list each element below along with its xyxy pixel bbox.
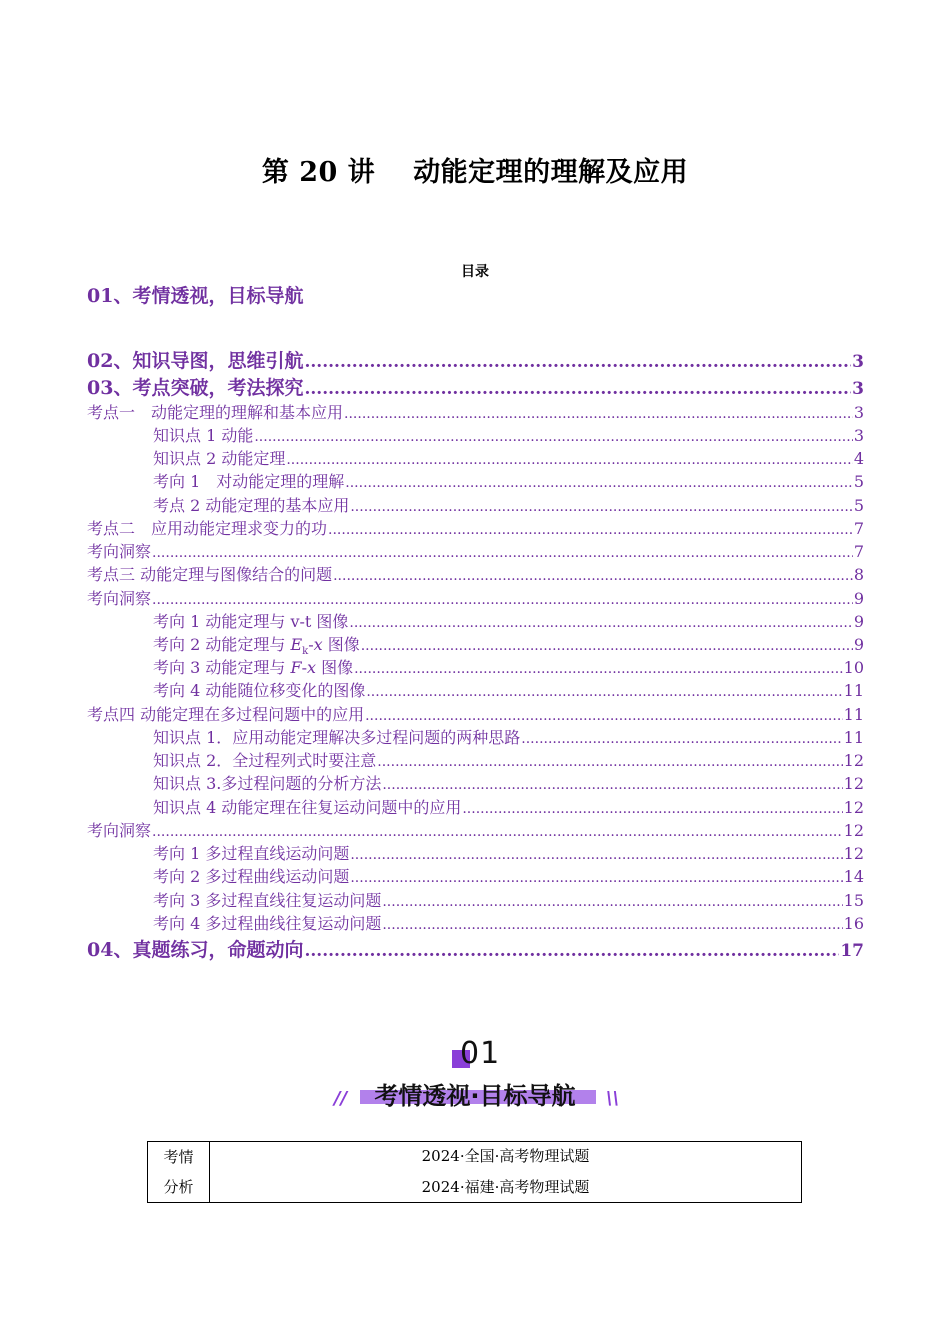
- analysis-table-header: [148, 1142, 210, 1202]
- toc-entry[interactable]: 03、考点突破，考法探究 ..... 3: [87, 373, 864, 400]
- analysis-table: [147, 1141, 802, 1203]
- toc-entry[interactable]: 考向洞察 ..... 9: [87, 586, 864, 609]
- toc-entry[interactable]: 考向 1 对动能定理的理解 ..... 5: [87, 469, 864, 492]
- toc-entry[interactable]: 02、知识导图，思维引航 ..... 3: [87, 346, 864, 373]
- toc-entry[interactable]: 考向 3 多过程直线往复运动问题 ..... 15: [87, 888, 864, 911]
- toc-entry[interactable]: 考点二 应用动能定理求变力的功 ..... 7: [87, 516, 864, 539]
- toc-entry[interactable]: 04、真题练习，命题动向 ..... 17: [87, 935, 864, 962]
- toc-entry[interactable]: 考向 1 动能定理与 v-t 图像 ..... 9: [87, 609, 864, 632]
- table-row: 2024·全国·高考物理试题: [421, 1147, 590, 1165]
- table-row: 2024·福建·高考物理试题: [421, 1178, 590, 1196]
- slash-right-decoration: \\: [606, 1088, 620, 1109]
- toc-entry[interactable]: 考向洞察 ..... 7: [87, 539, 864, 562]
- toc-entry[interactable]: 知识点 1 动能 ..... 3: [87, 423, 864, 446]
- slash-left-decoration: //: [334, 1088, 348, 1109]
- lecture-topic: 动能定理的理解及应用: [413, 157, 689, 188]
- toc-entry[interactable]: 考点一 动能定理的理解和基本应用 ..... 3: [87, 400, 864, 423]
- header-line: 分析: [163, 1178, 194, 1196]
- toc-entry[interactable]: 考点三 动能定理与图像结合的问题 ..... 8: [87, 562, 864, 585]
- section-number: 01: [460, 1036, 501, 1071]
- toc-entry[interactable]: 考向 3 动能定理与 F-x 图像 ..... 10: [87, 655, 864, 678]
- page-title: [0, 150, 950, 189]
- analysis-table-body: [210, 1142, 801, 1202]
- toc-entry[interactable]: 知识点 2 动能定理 ..... 4: [87, 446, 864, 469]
- toc-heading: 目录: [461, 264, 489, 280]
- toc-entry[interactable]: 知识点 3.多过程问题的分析方法 ..... 12: [87, 771, 864, 794]
- toc-entry[interactable]: 考点四 动能定理在多过程问题中的应用 ..... 11: [87, 702, 864, 725]
- toc-entry[interactable]: 知识点 4 动能定理在往复运动问题中的应用 ..... 12: [87, 795, 864, 818]
- lecture-number: 第 20 讲: [261, 157, 376, 188]
- toc-entry[interactable]: 考向 2 动能定理与 $E_k-x$ 图像 ..... 9: [87, 632, 864, 657]
- toc-entry-01[interactable]: 01、考情透视，目标导航: [87, 285, 304, 307]
- toc-entry[interactable]: 考向 2 多过程曲线运动问题 ..... 14: [87, 864, 864, 887]
- toc-entry[interactable]: 考向 4 动能随位移变化的图像 ..... 11: [87, 678, 864, 701]
- toc-entry[interactable]: 考点 2 动能定理的基本应用 ..... 5: [87, 493, 864, 516]
- section-title: 考情透视·目标导航: [374, 1082, 576, 1110]
- toc-entry[interactable]: 知识点 2．全过程列式时要注意 ..... 12: [87, 748, 864, 771]
- toc-entry[interactable]: 考向 1 多过程直线运动问题 ..... 12: [87, 841, 864, 864]
- toc-entry[interactable]: 考向洞察 ..... 12: [87, 818, 864, 841]
- toc-entry[interactable]: 知识点 1．应用动能定理解决多过程问题的两种思路 ..... 11: [87, 725, 864, 748]
- header-line: 考情: [163, 1148, 194, 1166]
- section-banner: [330, 1036, 620, 1116]
- toc-entry[interactable]: 考向 4 多过程曲线往复运动问题 ..... 16: [87, 911, 864, 934]
